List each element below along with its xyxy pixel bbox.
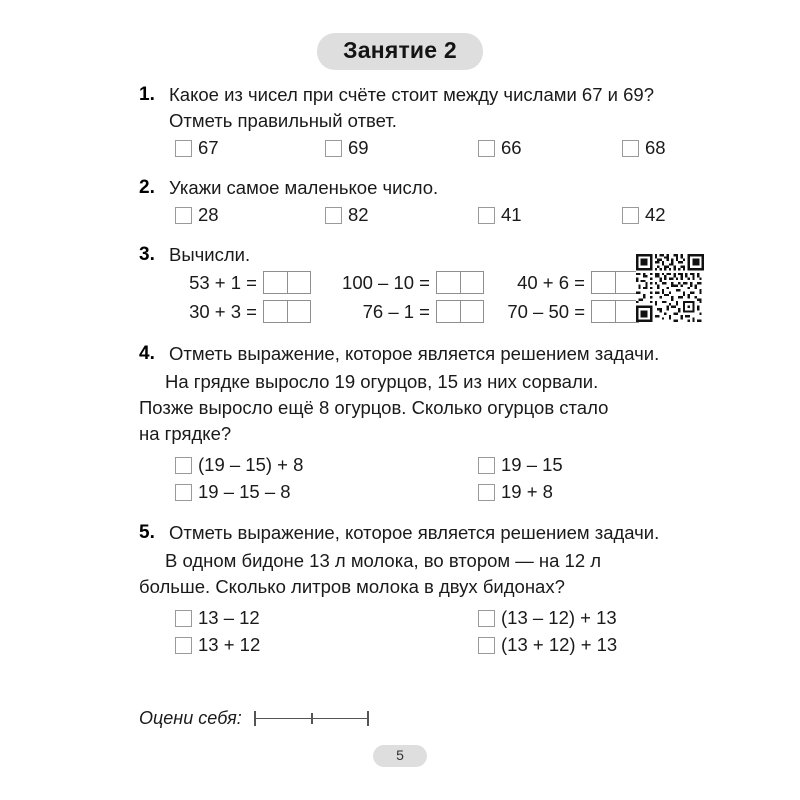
checkbox-icon[interactable]: [622, 140, 639, 157]
option-1-3-label: 66: [501, 137, 522, 158]
question-4-problem-line3: на грядке?: [139, 423, 232, 444]
question-5-option-row-2: [139, 633, 679, 660]
checkbox-icon[interactable]: [175, 457, 192, 474]
checkbox-icon[interactable]: [175, 610, 192, 627]
question-4-options: [139, 453, 679, 507]
checkbox-icon[interactable]: [325, 140, 342, 157]
option-4-2-label: 19 – 15 – 8: [198, 481, 291, 502]
option-5-2-label: 13 + 12: [198, 634, 261, 655]
calc-expr-2-3: 70 – 50 =: [507, 300, 585, 322]
checkbox-icon[interactable]: [175, 484, 192, 501]
question-4-problem: [139, 369, 679, 395]
option-2-3-label: 41: [501, 204, 522, 225]
calc-item-2-2: [333, 300, 484, 323]
option-5-1[interactable]: [175, 608, 260, 628]
checkbox-icon[interactable]: [325, 207, 342, 224]
calc-expr-2-1: 30 + 3 =: [189, 300, 257, 322]
page-number: 5: [373, 745, 427, 767]
option-4-4[interactable]: [478, 482, 553, 502]
option-2-1[interactable]: [175, 205, 219, 225]
question-3-prompt: Вычисли.: [169, 244, 251, 265]
option-1-1[interactable]: [175, 138, 219, 158]
calc-item-1-2: [333, 271, 484, 294]
option-2-4[interactable]: [622, 205, 666, 225]
checkbox-icon[interactable]: [478, 207, 495, 224]
question-2-options: [139, 205, 679, 233]
option-1-4-label: 68: [645, 137, 666, 158]
scale-tick-middle: [311, 713, 313, 724]
calc-item-2-3: [503, 300, 639, 323]
checkbox-icon[interactable]: [175, 140, 192, 157]
checkbox-icon[interactable]: [478, 140, 495, 157]
answer-box[interactable]: [436, 271, 484, 294]
option-5-3-label: (13 – 12) + 13: [501, 607, 617, 628]
checkbox-icon[interactable]: [478, 637, 495, 654]
answer-box[interactable]: [591, 271, 639, 294]
question-1: [139, 82, 679, 166]
question-5-problem-line2: больше. Сколько литров молока в двух бидонах?: [139, 576, 565, 597]
question-5-number: 5.: [139, 522, 155, 543]
question-5-option-row-1: [139, 606, 679, 633]
checkbox-icon[interactable]: [175, 637, 192, 654]
self-assessment-scale[interactable]: [254, 710, 369, 728]
question-2: [139, 175, 679, 233]
question-4-problem-line2: Позже выросло ещё 8 огурцов. Сколько огурцов стало: [139, 397, 609, 418]
worksheet-content: [139, 82, 679, 660]
question-3-number: 3.: [139, 244, 155, 265]
answer-box[interactable]: [263, 271, 311, 294]
question-4-option-row-2: [139, 480, 679, 507]
question-1-options: [139, 138, 679, 166]
calc-expr-1-1: 53 + 1 =: [189, 271, 257, 293]
option-5-2[interactable]: [175, 635, 260, 655]
question-4-prompt: Отметь выражение, которое является решением задачи.: [169, 343, 660, 364]
checkbox-icon[interactable]: [478, 457, 495, 474]
scale-tick-left: [254, 711, 256, 726]
checkbox-icon[interactable]: [478, 610, 495, 627]
question-5-prompt: Отметь выражение, которое является решением задачи.: [169, 522, 660, 543]
option-1-4[interactable]: [622, 138, 666, 158]
calc-expr-2-2: 76 – 1 =: [362, 300, 430, 322]
calc-expr-1-2: 100 – 10 =: [342, 271, 430, 293]
option-1-3[interactable]: [478, 138, 522, 158]
option-5-4-label: (13 + 12) + 13: [501, 634, 618, 655]
question-3-expressions: [139, 271, 679, 329]
calc-item-1-1: [175, 271, 311, 294]
checkbox-icon[interactable]: [175, 207, 192, 224]
answer-box[interactable]: [436, 300, 484, 323]
calc-item-2-1: [175, 300, 311, 323]
calc-row-2: [139, 300, 679, 329]
question-1-prompt: Какое из чисел при счёте стоит между числами 67 и 69? Отметь правильный ответ.: [169, 84, 654, 131]
question-2-prompt: Укажи самое маленькое число.: [169, 177, 439, 198]
calc-expr-1-3: 40 + 6 =: [517, 271, 585, 293]
option-4-3-label: 19 – 15: [501, 454, 563, 475]
option-2-2[interactable]: [325, 205, 369, 225]
option-2-1-label: 28: [198, 204, 219, 225]
option-1-2[interactable]: [325, 138, 369, 158]
question-4: [139, 341, 679, 507]
option-1-1-label: 67: [198, 137, 219, 158]
option-5-1-label: 13 – 12: [198, 607, 260, 628]
scale-tick-right: [367, 711, 369, 726]
option-4-3[interactable]: [478, 455, 563, 475]
lesson-title: Занятие 2: [317, 33, 483, 70]
question-4-problem-end: [139, 421, 679, 447]
checkbox-icon[interactable]: [478, 484, 495, 501]
option-1-2-label: 69: [348, 137, 369, 158]
calc-row-1: [139, 271, 679, 300]
question-4-option-row-1: [139, 453, 679, 480]
option-4-2[interactable]: [175, 482, 291, 502]
option-2-2-label: 82: [348, 204, 369, 225]
answer-box[interactable]: [263, 300, 311, 323]
question-3: [139, 242, 679, 329]
option-4-1-label: (19 – 15) + 8: [198, 454, 304, 475]
answer-box[interactable]: [591, 300, 639, 323]
self-assessment: [139, 708, 369, 729]
option-5-4[interactable]: [478, 635, 617, 655]
question-5-problem-cont: [139, 574, 679, 600]
checkbox-icon[interactable]: [622, 207, 639, 224]
question-2-number: 2.: [139, 177, 155, 198]
option-2-4-label: 42: [645, 204, 666, 225]
question-5: [139, 520, 679, 660]
question-5-problem-line1: В одном бидоне 13 л молока, во втором — на 12 л: [165, 550, 602, 571]
option-4-1[interactable]: [175, 455, 303, 475]
self-assessment-label: Оцени себя:: [139, 708, 242, 728]
question-1-number: 1.: [139, 84, 155, 105]
page-header: [0, 33, 800, 70]
page-footer: [0, 745, 800, 767]
calc-item-1-3: [503, 271, 639, 294]
qr-code-svg: [636, 254, 704, 322]
option-2-3[interactable]: [478, 205, 522, 225]
question-4-problem-cont: [139, 395, 679, 421]
question-4-number: 4.: [139, 343, 155, 364]
question-5-options: [139, 606, 679, 660]
question-4-problem-line1: На грядке выросло 19 огурцов, 15 из них сорвали.: [165, 371, 599, 392]
option-4-4-label: 19 + 8: [501, 481, 553, 502]
question-5-problem: [139, 548, 679, 574]
qr-code-icon[interactable]: [636, 254, 704, 322]
option-5-3[interactable]: [478, 608, 617, 628]
